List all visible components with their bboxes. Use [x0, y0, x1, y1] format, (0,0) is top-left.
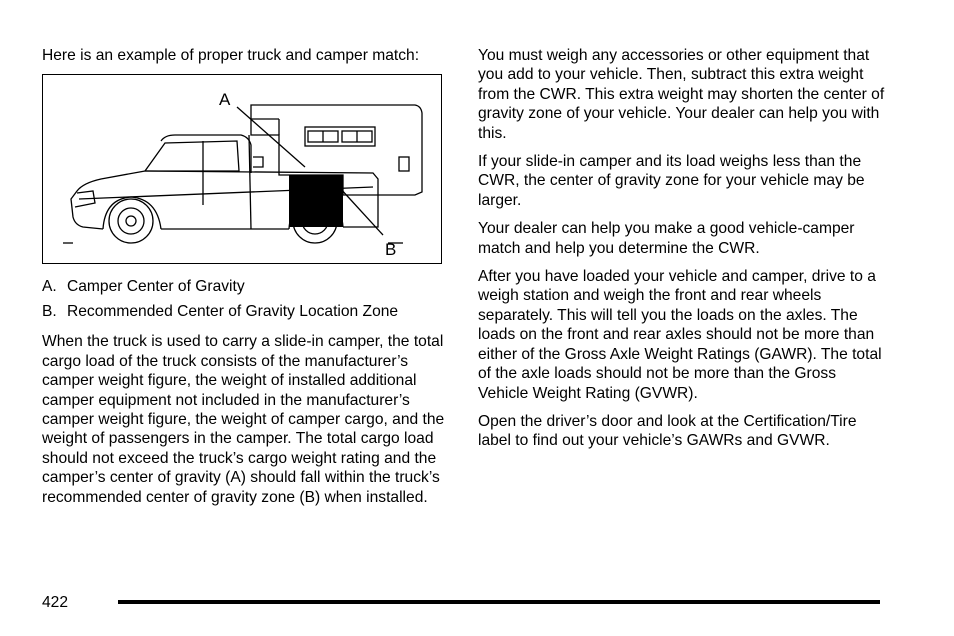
- paragraph-certification-label: Open the driver’s door and look at the Certification/Tire label to find out your vehicle’s GAWRs and GVWR.: [478, 412, 857, 450]
- paragraph-less-than-cwr: If your slide-in camper and its load weighs less than the CWR, the center of gravity zone for your vehicle may be larger.: [478, 153, 865, 209]
- figure-label-b: B: [385, 240, 397, 260]
- right-column: [478, 46, 888, 460]
- truck-camper-figure: [42, 74, 442, 264]
- body-paragraph: When the truck is used to carry a slide-in camper, the total cargo load of the truck consists of the manufacturer’s camper weight figure, the weight of installed additional camper equipment not included in the manufacturer’s camper weight figure, the weight of camper cargo, and the weight of passengers in the camper. The total cargo load should not exceed the truck’s cargo weight rating and the camper’s center of gravity (A) should fall within the truck’s recommended center of gravity zone (B) when installed.: [42, 333, 445, 506]
- left-column: [42, 46, 447, 516]
- caption-b: [42, 302, 447, 321]
- footer-rule: [118, 600, 880, 604]
- intro-paragraph: Here is an example of proper truck and camper match:: [42, 47, 420, 64]
- caption-letter: A.: [42, 278, 57, 296]
- page-number: 422: [42, 594, 69, 611]
- caption-letter: B.: [42, 303, 57, 321]
- paragraph-dealer: Your dealer can help you make a good vehicle-camper match and help you determine the CWR.: [478, 220, 855, 257]
- paragraph-accessories: You must weigh any accessories or other equipment that you add to your vehicle. Then, subtract this extra weight from the CWR. This extra weight may shorten the center of gravity zone of your vehicle. Your dealer can help you with this.: [478, 47, 885, 142]
- caption-text: Recommended Center of Gravity Location Zone: [67, 303, 399, 321]
- caption-text: Camper Center of Gravity: [67, 278, 245, 296]
- truck-camper-illustration: [43, 75, 442, 264]
- figure-label-a: A: [219, 90, 231, 110]
- paragraph-weigh-station: After you have loaded your vehicle and camper, drive to a weigh station and weigh the front and rear wheels separately. This will tell you the loads on the axles. The loads on the front and rear axles should not be more than either of the Gross Axle Weight Ratings (GAWR). The total of the axle loads should not be more than the Gross Vehicle Weight Rating (GVWR).: [478, 268, 882, 402]
- caption-a: [42, 277, 447, 296]
